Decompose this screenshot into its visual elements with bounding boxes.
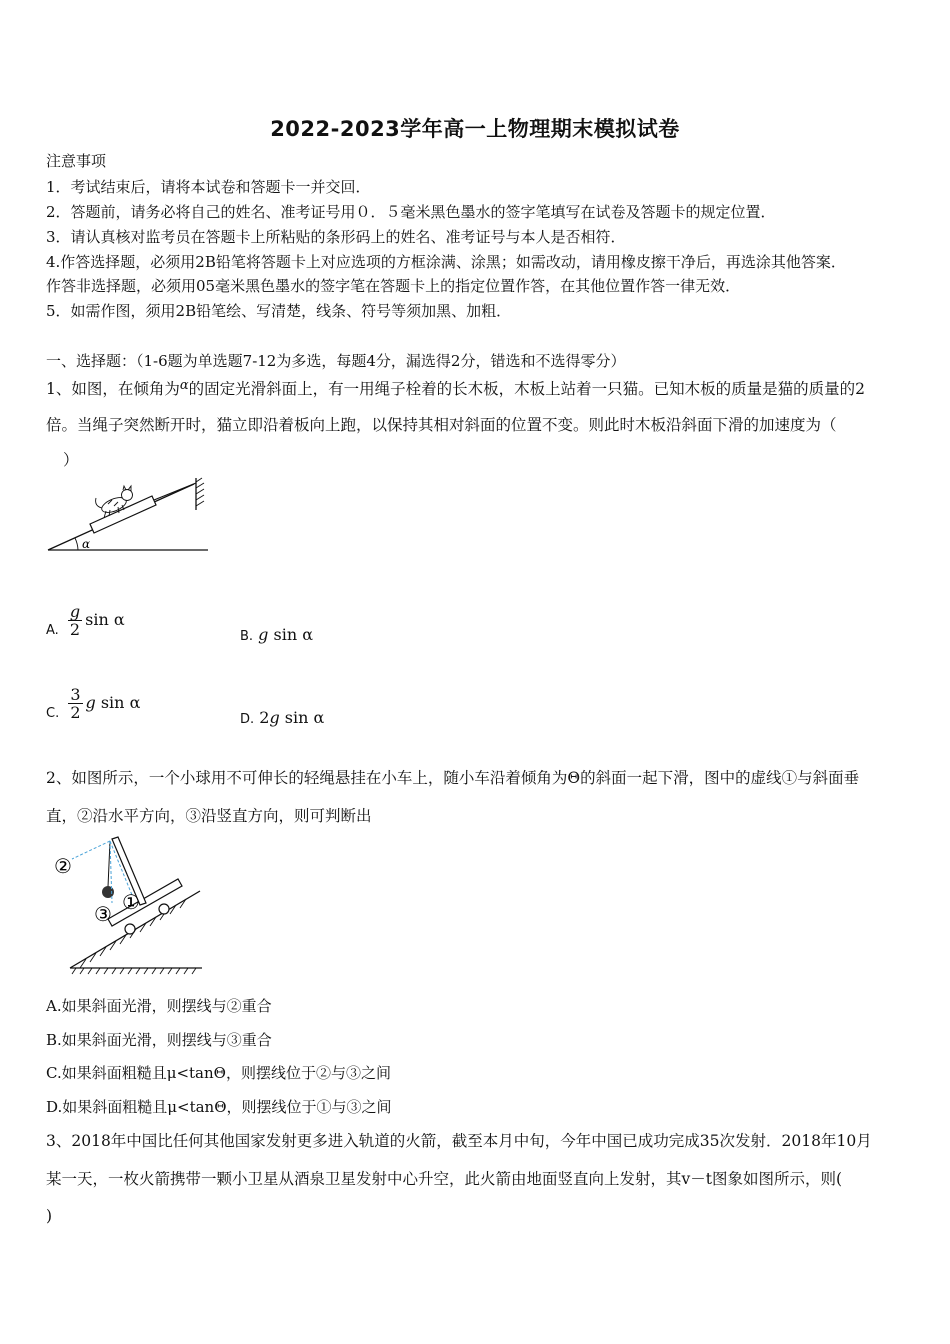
option-c-g: g	[85, 693, 96, 712]
option-d-g: g	[269, 708, 280, 727]
cart-wheel	[159, 904, 169, 914]
option-d-label: D.	[240, 712, 255, 727]
notice-item: 5．如需作图，须用2B铅笔绘、写清楚，线条、符号等须加黑、加粗．	[46, 302, 512, 320]
option-b-label: B.	[240, 629, 254, 644]
option-a-rest: sin α	[85, 610, 125, 629]
q1-option-d	[240, 708, 324, 727]
q1-option-b	[240, 625, 313, 644]
q1-alpha: α	[179, 378, 189, 393]
pendulum-string	[108, 841, 110, 887]
page-title: 2022-2023学年高一上物理期末模拟试卷	[270, 117, 680, 141]
option-c-label: C.	[46, 706, 60, 721]
option-a-den: 2	[69, 620, 81, 639]
q3-line3: )	[46, 1207, 53, 1225]
notice-item: 3．请认真核对监考员在答题卡上所粘贴的条形码上的姓名、准考证号与本人是否相符．	[46, 228, 626, 246]
q1-text-b: 的固定光滑斜面上，有一用绳子栓着的长木板，木板上站着一只猫。已知木板的质量是猫的质量的2	[188, 380, 866, 398]
q2-line1: 2、如图所示，一个小球用不可伸长的轻绳悬挂在小车上，随小车沿着倾角为Θ的斜面一起下滑，图中的虚线①与斜面垂	[46, 769, 860, 787]
rope-line	[154, 483, 196, 500]
pendulum-cart-figure	[50, 833, 210, 978]
q2-option-a: A.如果斜面光滑，则摆线与②重合	[46, 997, 272, 1015]
option-d-coef: 2	[259, 708, 270, 727]
option-b-g: g	[258, 625, 269, 644]
q3-line2: 某一天，一枚火箭携带一颗小卫星从酒泉卫星发射中心升空，此火箭由地面竖直向上发射，其v－t图象如图所示，则(	[46, 1170, 843, 1188]
q1-option-a	[46, 603, 125, 638]
notice-item: 2．答题前，请务必将自己的姓名、准考证号用０．５毫米黑色墨水的签字笔填写在试卷及答题卡的规定位置．	[46, 203, 776, 221]
q1-option-c	[46, 686, 140, 721]
section-heading: 一、选择题：（1-6题为单选题7-12为多选，每题4分，漏选得2分，错选和不选得零分）	[46, 352, 626, 370]
q2-option-d: D.如果斜面粗糙且μ<tanΘ，则摆线位于①与③之间	[46, 1098, 392, 1116]
notice-item: 4.作答选择题，必须用2B铅笔将答题卡上对应选项的方框涂满、涂黑；如需改动，请用橡皮擦干净后，再选涂其他答案．	[46, 253, 846, 271]
q2-option-b: B.如果斜面光滑，则摆线与③重合	[46, 1031, 272, 1049]
q3-line1: 3、2018年中国比任何其他国家发射更多进入轨道的火箭，截至本月中旬，今年中国已成功完成35次发射．2018年10月	[46, 1132, 872, 1150]
notice-item: 1．考试结束后，请将本试卷和答题卡一并交回．	[46, 178, 371, 196]
notice-heading: 注意事项	[46, 152, 107, 170]
q2-line2: 直，②沿水平方向，③沿竖直方向，则可判断出	[46, 807, 372, 825]
angle-alpha-label: α	[82, 537, 91, 551]
wall-hatch	[196, 478, 204, 506]
q1-text-a: 1、如图，在倾角为	[46, 380, 180, 398]
option-a-label: A.	[46, 623, 59, 638]
q2-option-c: C.如果斜面粗糙且μ<tanΘ，则摆线位于②与③之间	[46, 1064, 391, 1082]
label-circle-3: ③	[94, 902, 112, 926]
dashed-line-horizontal	[72, 841, 110, 859]
option-c-num: 3	[70, 685, 81, 704]
cart-wheel	[125, 924, 135, 934]
label-circle-2: ②	[54, 854, 72, 878]
ground-hatch	[72, 968, 196, 974]
option-b-rest: sin α	[273, 625, 314, 644]
option-c-rest: sin α	[100, 693, 141, 712]
incline-cat-figure	[44, 478, 214, 573]
q1-line2: 倍。当绳子突然断开时，猫立即沿着板向上跑，以保持其相对斜面的位置不变。则此时木板沿斜面下滑的加速度为（	[46, 416, 837, 434]
q1-line3: ）	[63, 451, 79, 469]
option-c-den: 2	[70, 703, 81, 722]
option-d-rest: sin α	[284, 708, 325, 727]
q1-line1	[46, 376, 865, 399]
notice-item: 作答非选择题，必须用05毫米黑色墨水的签字笔在答题卡上的指定位置作答，在其他位置作答一律无效．	[46, 277, 741, 295]
option-a-num: g	[69, 602, 81, 621]
label-circle-1: ①	[122, 890, 140, 914]
